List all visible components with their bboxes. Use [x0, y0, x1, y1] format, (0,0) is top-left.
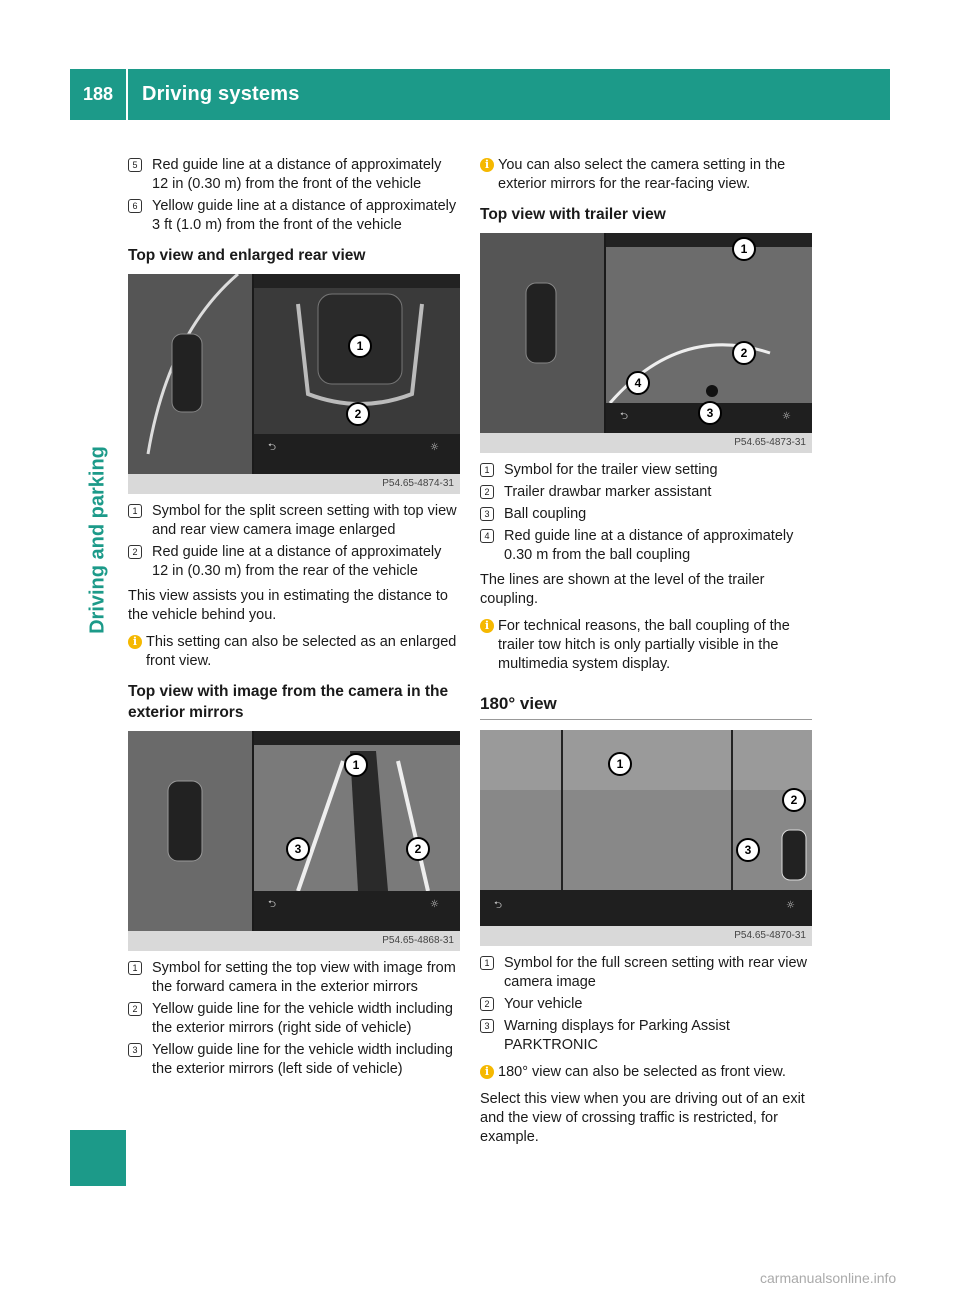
item-text: Your vehicle: [504, 996, 583, 1012]
list-item: [480, 954, 812, 992]
info-note: [480, 156, 812, 194]
item-text: Ball coupling: [504, 506, 587, 522]
svg-text:☼: ☼: [782, 411, 791, 422]
item-number: 3: [480, 1019, 494, 1033]
svg-text:⮌: ⮌: [620, 411, 629, 422]
list-item: [480, 527, 812, 565]
section-heading: 180° view: [480, 694, 812, 720]
list-item: [128, 197, 460, 235]
callout-1: 1: [732, 237, 756, 261]
item-text: Symbol for the trailer view setting: [504, 462, 718, 478]
side-tab: [70, 120, 126, 1250]
section-heading: Top view with image from the camera in the exterior mirrors: [128, 683, 449, 721]
right-column: [480, 156, 812, 1153]
item-number: 2: [128, 545, 142, 559]
list-item: [128, 959, 460, 997]
callout-1: 1: [608, 752, 632, 776]
item-number: 6: [128, 199, 142, 213]
figure-code: P54.65-4870-31: [480, 926, 812, 946]
callout-4: 4: [626, 371, 650, 395]
svg-text:☼: ☼: [430, 442, 439, 453]
page-title: Driving systems: [142, 83, 300, 105]
callout-2: 2: [782, 788, 806, 812]
item-text: Yellow guide line for the vehicle width including the exterior mirrors (left side of vehicle): [152, 1042, 453, 1077]
side-tab-marker: [70, 1130, 126, 1186]
callout-1: 1: [348, 334, 372, 358]
callout-3: 3: [698, 401, 722, 425]
info-icon: i: [480, 619, 494, 633]
list-item: [128, 1041, 460, 1079]
item-number: 3: [128, 1043, 142, 1057]
list-item: [480, 995, 812, 1014]
item-number: 4: [480, 529, 494, 543]
svg-text:☼: ☼: [430, 899, 439, 910]
list-item: [480, 461, 812, 480]
camera-illustration: [128, 731, 460, 931]
item-text: Symbol for setting the top view with image from the forward camera in the exterior mirrors: [152, 960, 456, 995]
section-heading: Top view and enlarged rear view: [128, 247, 366, 264]
callout-2: 2: [406, 837, 430, 861]
figure-trailer-view: [480, 233, 812, 453]
callout-3: 3: [736, 838, 760, 862]
camera-image: [128, 274, 460, 474]
figure-top-view-mirrors: [128, 731, 460, 951]
item-number: 1: [128, 961, 142, 975]
item-number: 5: [128, 158, 142, 172]
item-number: 3: [480, 507, 494, 521]
info-note: [128, 633, 460, 671]
item-text: Symbol for the full screen setting with rear view camera image: [504, 955, 808, 990]
left-column: [128, 156, 460, 1082]
figure-code: P54.65-4868-31: [128, 931, 460, 951]
figure-code: P54.65-4874-31: [128, 474, 460, 494]
callout-2: 2: [346, 402, 370, 426]
callout-2: 2: [732, 341, 756, 365]
info-note: [480, 617, 812, 674]
paragraph: This view assists you in estimating the distance to the vehicle behind you.: [128, 588, 448, 623]
info-icon: i: [480, 1065, 494, 1079]
camera-illustration: [480, 233, 812, 433]
list-item: [128, 502, 460, 540]
item-text: Trailer drawbar marker assistant: [504, 484, 712, 500]
camera-image: [480, 730, 812, 926]
item-text: Red guide line at a distance of approximately 0.30 m from the ball coupling: [504, 528, 794, 563]
item-number: 1: [480, 463, 494, 477]
info-text: You can also select the camera setting in the exterior mirrors for the rear-facing view.: [498, 157, 786, 192]
svg-text:⮌: ⮌: [268, 899, 277, 910]
section-heading: Top view with trailer view: [480, 206, 666, 223]
item-text: Yellow guide line at a distance of approximately 3 ft (1.0 m) from the front of the vehicle: [152, 198, 457, 233]
info-note: [480, 1063, 812, 1082]
list-item: [128, 543, 460, 581]
page-number: 188: [82, 84, 114, 104]
info-text: 180° view can also be selected as front view.: [498, 1064, 786, 1080]
item-number: 2: [480, 485, 494, 499]
side-tab-label: Driving and parking: [86, 446, 109, 634]
item-number: 1: [128, 504, 142, 518]
paragraph: The lines are shown at the level of the trailer coupling.: [480, 572, 765, 607]
item-text: Warning displays for Parking Assist PARKTRONIC: [504, 1018, 730, 1053]
item-number: 2: [480, 997, 494, 1011]
svg-text:☼: ☼: [786, 900, 795, 911]
list-item: [480, 483, 812, 502]
camera-illustration: [128, 274, 460, 474]
item-text: Yellow guide line for the vehicle width including the exterior mirrors (right side of vehicle): [152, 1001, 453, 1036]
item-number: 2: [128, 1002, 142, 1016]
camera-illustration: [480, 730, 812, 926]
figure-code: P54.65-4873-31: [480, 433, 812, 453]
svg-text:⮌: ⮌: [268, 442, 277, 453]
figure-top-view-rear: [128, 274, 460, 494]
info-icon: i: [480, 158, 494, 172]
paragraph: Select this view when you are driving out of an exit and the view of crossing traffic is restricted, for example.: [480, 1091, 805, 1145]
footer-watermark: carmanualsonline.info: [760, 1270, 897, 1286]
info-icon: i: [128, 635, 142, 649]
item-text: Red guide line at a distance of approximately 12 in (0.30 m) from the front of the vehicle: [152, 157, 442, 192]
header-divider: [126, 69, 128, 120]
info-text: For technical reasons, the ball coupling of the trailer tow hitch is only partially visible in the multimedia system display.: [498, 618, 790, 672]
svg-text:⮌: ⮌: [494, 900, 503, 911]
camera-image: [128, 731, 460, 931]
camera-image: [480, 233, 812, 433]
callout-1: 1: [344, 753, 368, 777]
list-item: [128, 156, 460, 194]
list-item: [480, 505, 812, 524]
item-number: 1: [480, 956, 494, 970]
list-item: [480, 1017, 812, 1055]
item-text: Red guide line at a distance of approximately 12 in (0.30 m) from the rear of the vehicle: [152, 544, 442, 579]
list-item: [128, 1000, 460, 1038]
callout-3: 3: [286, 837, 310, 861]
info-text: This setting can also be selected as an enlarged front view.: [146, 634, 457, 669]
item-text: Symbol for the split screen setting with top view and rear view camera image enlarged: [152, 503, 457, 538]
figure-180-view: [480, 730, 812, 946]
